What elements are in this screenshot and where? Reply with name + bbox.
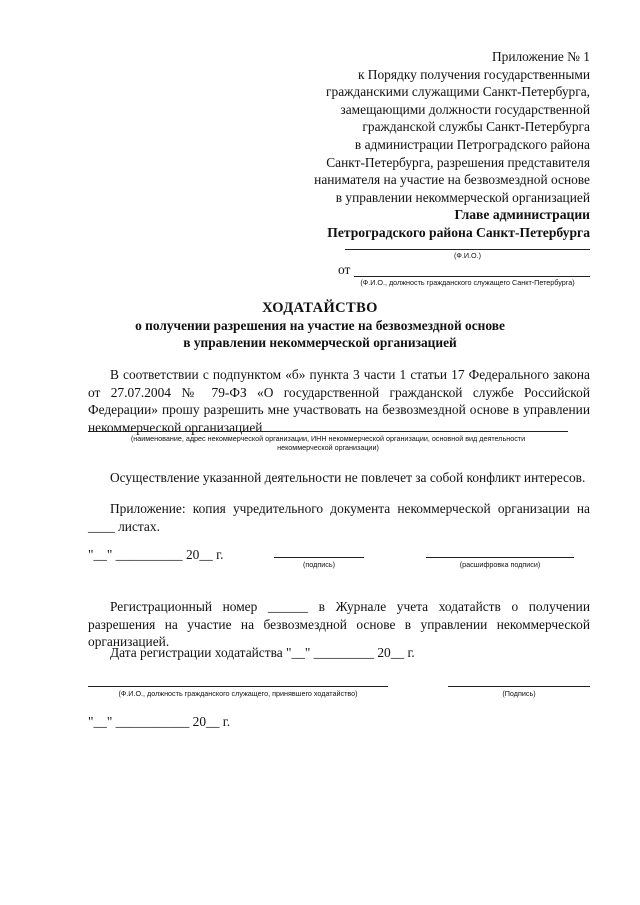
from-caption: (Ф.И.О., должность гражданского служащего Санкт-Петербурга) [360, 278, 575, 287]
appendix-line: гражданскими служащими Санкт-Петербурга, [326, 84, 590, 100]
conflict-statement: Осуществление указанной деятельности не повлечет за собой конфликт интересов. [110, 470, 586, 485]
signature-decode-caption: (расшифровка подписи) [459, 560, 541, 569]
addressee-block [300, 206, 590, 242]
fio-line [345, 249, 590, 250]
org-caption-line1: (наименование, адрес некоммерческой организации, ИНН некоммерческой организации, основной вид деятельности [130, 434, 526, 443]
attachment-paragraph: Приложение: копия учредительного документа некоммерческой организации на ____ листах. [88, 501, 590, 534]
appendix-line: в администрации Петроградского района [354, 136, 590, 152]
document-title: ХОДАТАЙСТВО [262, 300, 378, 316]
signature-date: "__" __________ 20__ г. [88, 547, 224, 562]
receiver-fio-line [88, 686, 388, 687]
appendix-line: гражданской службы Санкт-Петербурга [362, 119, 590, 135]
addressee-line1: Главе администрации [454, 207, 590, 222]
receiver-signature-line [448, 686, 590, 687]
receiver-signature-caption: (Подпись) [502, 689, 536, 698]
addressee-line2: Петроградского района Санкт-Петербурга [327, 225, 590, 240]
signature-caption: (подпись) [303, 560, 335, 569]
appendix-line: нанимателя на участие на безвозмездной основе [314, 172, 590, 188]
org-line [88, 431, 568, 432]
receiver-date: "__" ___________ 20__ г. [88, 714, 231, 729]
appendix-line: к Порядку получения государственными [357, 66, 590, 82]
registration-paragraph: Регистрационный номер ______ в Журнале учета ходатайств о получении разрешения на участие на безвозмездной основе в управлении некоммерческой организацией. [88, 599, 590, 650]
signature-decode-line [426, 557, 574, 558]
org-caption-line2: некоммерческой организации) [277, 443, 379, 452]
document-subtitle-1: о получении разрешения на участие на безвозмездной основе [135, 318, 505, 333]
request-paragraph: В соответствии с подпунктом «б» пункта 3 части 1 статьи 17 Федерального закона от 27.07.2004 № 79-ФЗ «О государственной гражданской службе Российской Федерации» прошу разрешить мне участвовать на безвозмездной основе в управлении некоммерческой организацией [88, 367, 590, 435]
receiver-fio-caption: (Ф.И.О., должность гражданского служащего, принявшего ходатайство) [118, 689, 358, 698]
appendix-line: Санкт-Петербурга, разрешения представителя [326, 154, 590, 170]
signature-line [274, 557, 364, 558]
appendix-line: Приложение № 1 [491, 49, 590, 64]
appendix-line: замещающими должности государственной [340, 101, 590, 117]
appendix-line: в управлении некоммерческой организацией [335, 189, 590, 205]
fio-caption: (Ф.И.О.) [454, 251, 481, 260]
appendix-block [300, 48, 590, 206]
document-subtitle-2: в управлении некоммерческой организацией [183, 335, 457, 350]
from-label: от [338, 262, 351, 277]
from-line [354, 276, 590, 277]
registration-date: Дата регистрации ходатайства "__" _________ 20__ г. [110, 645, 415, 660]
